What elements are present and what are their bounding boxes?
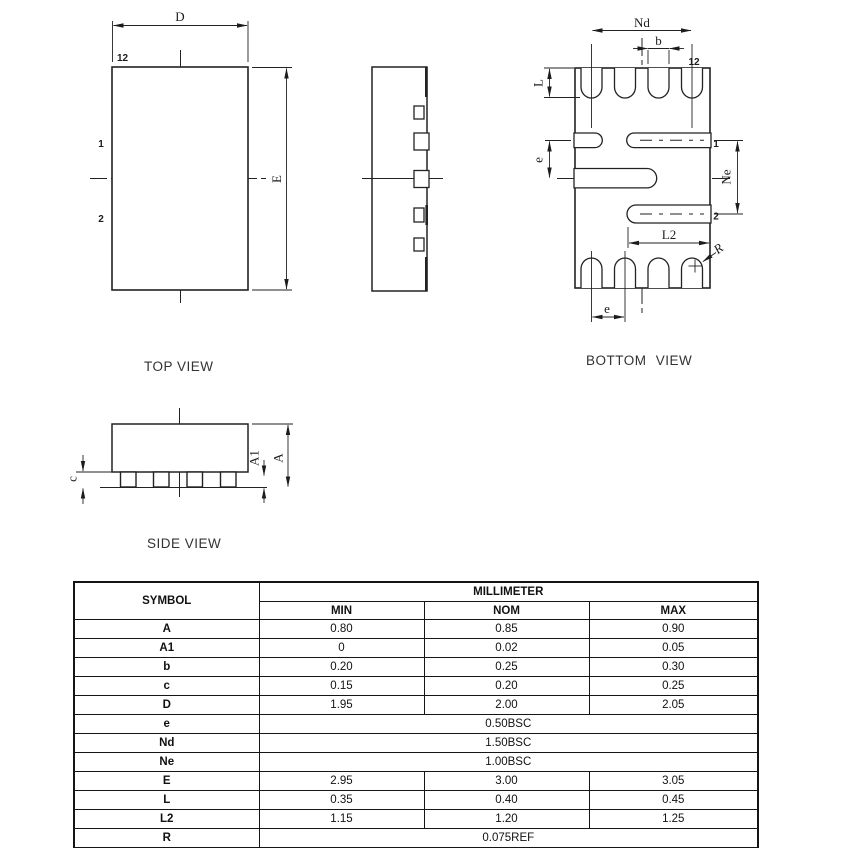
terminal-slot <box>615 68 636 98</box>
symbol-cell: E <box>74 772 259 791</box>
max-cell: 1.25 <box>589 810 758 829</box>
dim-label-b: b <box>655 33 662 48</box>
symbol-cell: c <box>74 677 259 696</box>
nom-cell: 0.40 <box>424 791 589 810</box>
bottom-view-title: BOTTOM VIEW <box>586 353 693 368</box>
lead-pad <box>154 472 170 487</box>
table-row <box>74 658 758 677</box>
side-pad <box>414 133 429 150</box>
span-value-cell: 1.00BSC <box>259 753 758 772</box>
span-value-cell: 0.50BSC <box>259 715 758 734</box>
table-header-row <box>74 582 758 602</box>
dim-label-E: E <box>269 175 284 183</box>
nom-cell: 0.20 <box>424 677 589 696</box>
dim-label-L2: L2 <box>661 227 677 242</box>
side-pad <box>414 238 424 251</box>
side-pad-left-short <box>574 133 602 148</box>
min-cell: 0 <box>259 639 424 658</box>
table-row <box>74 772 758 791</box>
dim-label-Ne: Ne <box>718 169 734 185</box>
min-cell: 0.20 <box>259 658 424 677</box>
top-view-pin1-label: 1 <box>98 139 104 150</box>
lead-pad <box>187 472 203 487</box>
nom-cell: 3.00 <box>424 772 589 791</box>
min-cell: 0.15 <box>259 677 424 696</box>
max-cell: 2.05 <box>589 696 758 715</box>
side-pad-pin2 <box>627 205 711 223</box>
bottom-view-pin12-label: 12 <box>688 57 700 68</box>
top-view-drawing <box>90 9 292 303</box>
dim-label-c: c <box>64 476 80 482</box>
max-cell: 0.90 <box>589 620 758 639</box>
dim-label-A1: A1 <box>246 450 262 466</box>
symbol-cell: b <box>74 658 259 677</box>
edge-terminal-bar <box>425 257 428 291</box>
symbol-cell: L2 <box>74 810 259 829</box>
table-row <box>74 829 758 848</box>
side-view-package-body <box>112 424 248 472</box>
terminal-slot <box>682 258 703 288</box>
side-pad-pin1 <box>627 133 711 148</box>
col-header-symbol: SYMBOL <box>74 582 259 620</box>
terminal-slot <box>648 68 669 98</box>
lead-pad <box>121 472 137 487</box>
table-row <box>74 620 758 639</box>
table-row <box>74 753 758 772</box>
symbol-cell: D <box>74 696 259 715</box>
bottom-view-drawing <box>531 15 744 322</box>
span-value-cell: 0.075REF <box>259 829 758 848</box>
symbol-cell: A <box>74 620 259 639</box>
nom-cell: 0.85 <box>424 620 589 639</box>
symbol-cell: Nd <box>74 734 259 753</box>
dim-label-L: L <box>530 79 546 87</box>
edge-terminal-bar <box>425 67 428 97</box>
side-pad-left-long <box>574 169 657 188</box>
symbol-cell: L <box>74 791 259 810</box>
max-cell: 0.30 <box>589 658 758 677</box>
bottom-view-pin2-label: 2 <box>713 211 719 223</box>
symbol-cell: A1 <box>74 639 259 658</box>
table-row <box>74 734 758 753</box>
dim-label-R: R <box>710 240 726 257</box>
edge-terminal-bar <box>425 205 428 225</box>
table-row <box>74 677 758 696</box>
dim-label-e-bottom: e <box>604 301 610 316</box>
side-view-drawing <box>65 408 294 504</box>
dim-label-D: D <box>175 9 185 24</box>
dimension-e-left <box>545 141 571 178</box>
col-header-max: MAX <box>589 602 758 620</box>
nom-cell: 2.00 <box>424 696 589 715</box>
symbol-cell: e <box>74 715 259 734</box>
dim-label-e-left: e <box>530 157 546 163</box>
table-row <box>74 639 758 658</box>
min-cell: 0.35 <box>259 791 424 810</box>
span-value-cell: 1.50BSC <box>259 734 758 753</box>
col-header-min: MIN <box>259 602 424 620</box>
top-view-package-body <box>112 67 248 290</box>
max-cell: 3.05 <box>589 772 758 791</box>
nom-cell: 0.25 <box>424 658 589 677</box>
table-row <box>74 696 758 715</box>
bottom-view-pin1-label: 1 <box>713 139 719 150</box>
dim-label-A: A <box>270 453 286 463</box>
dimension-b <box>633 49 684 65</box>
table-row <box>74 791 758 810</box>
min-cell: 2.95 <box>259 772 424 791</box>
dim-label-Nd: Nd <box>634 15 650 30</box>
table-row <box>74 810 758 829</box>
dimensions-table <box>73 581 759 848</box>
terminal-slot <box>648 258 669 288</box>
side-profile-drawing <box>362 67 443 291</box>
max-cell: 0.45 <box>589 791 758 810</box>
min-cell: 1.15 <box>259 810 424 829</box>
side-pad <box>414 171 429 188</box>
top-view-pin2-label: 2 <box>98 214 104 225</box>
top-view-pin12-label: 12 <box>117 53 129 64</box>
table-row <box>74 715 758 734</box>
min-cell: 1.95 <box>259 696 424 715</box>
min-cell: 0.80 <box>259 620 424 639</box>
side-pad <box>414 106 424 119</box>
col-header-unit: MILLIMETER <box>259 582 758 602</box>
top-view-title: TOP VIEW <box>144 359 214 374</box>
symbol-cell: Ne <box>74 753 259 772</box>
symbol-cell: R <box>74 829 259 848</box>
side-view-title: SIDE VIEW <box>147 536 222 551</box>
max-cell: 0.25 <box>589 677 758 696</box>
lead-pad <box>221 472 237 487</box>
col-header-nom: NOM <box>424 602 589 620</box>
side-pad <box>414 208 424 222</box>
max-cell: 0.05 <box>589 639 758 658</box>
nom-cell: 1.20 <box>424 810 589 829</box>
nom-cell: 0.02 <box>424 639 589 658</box>
